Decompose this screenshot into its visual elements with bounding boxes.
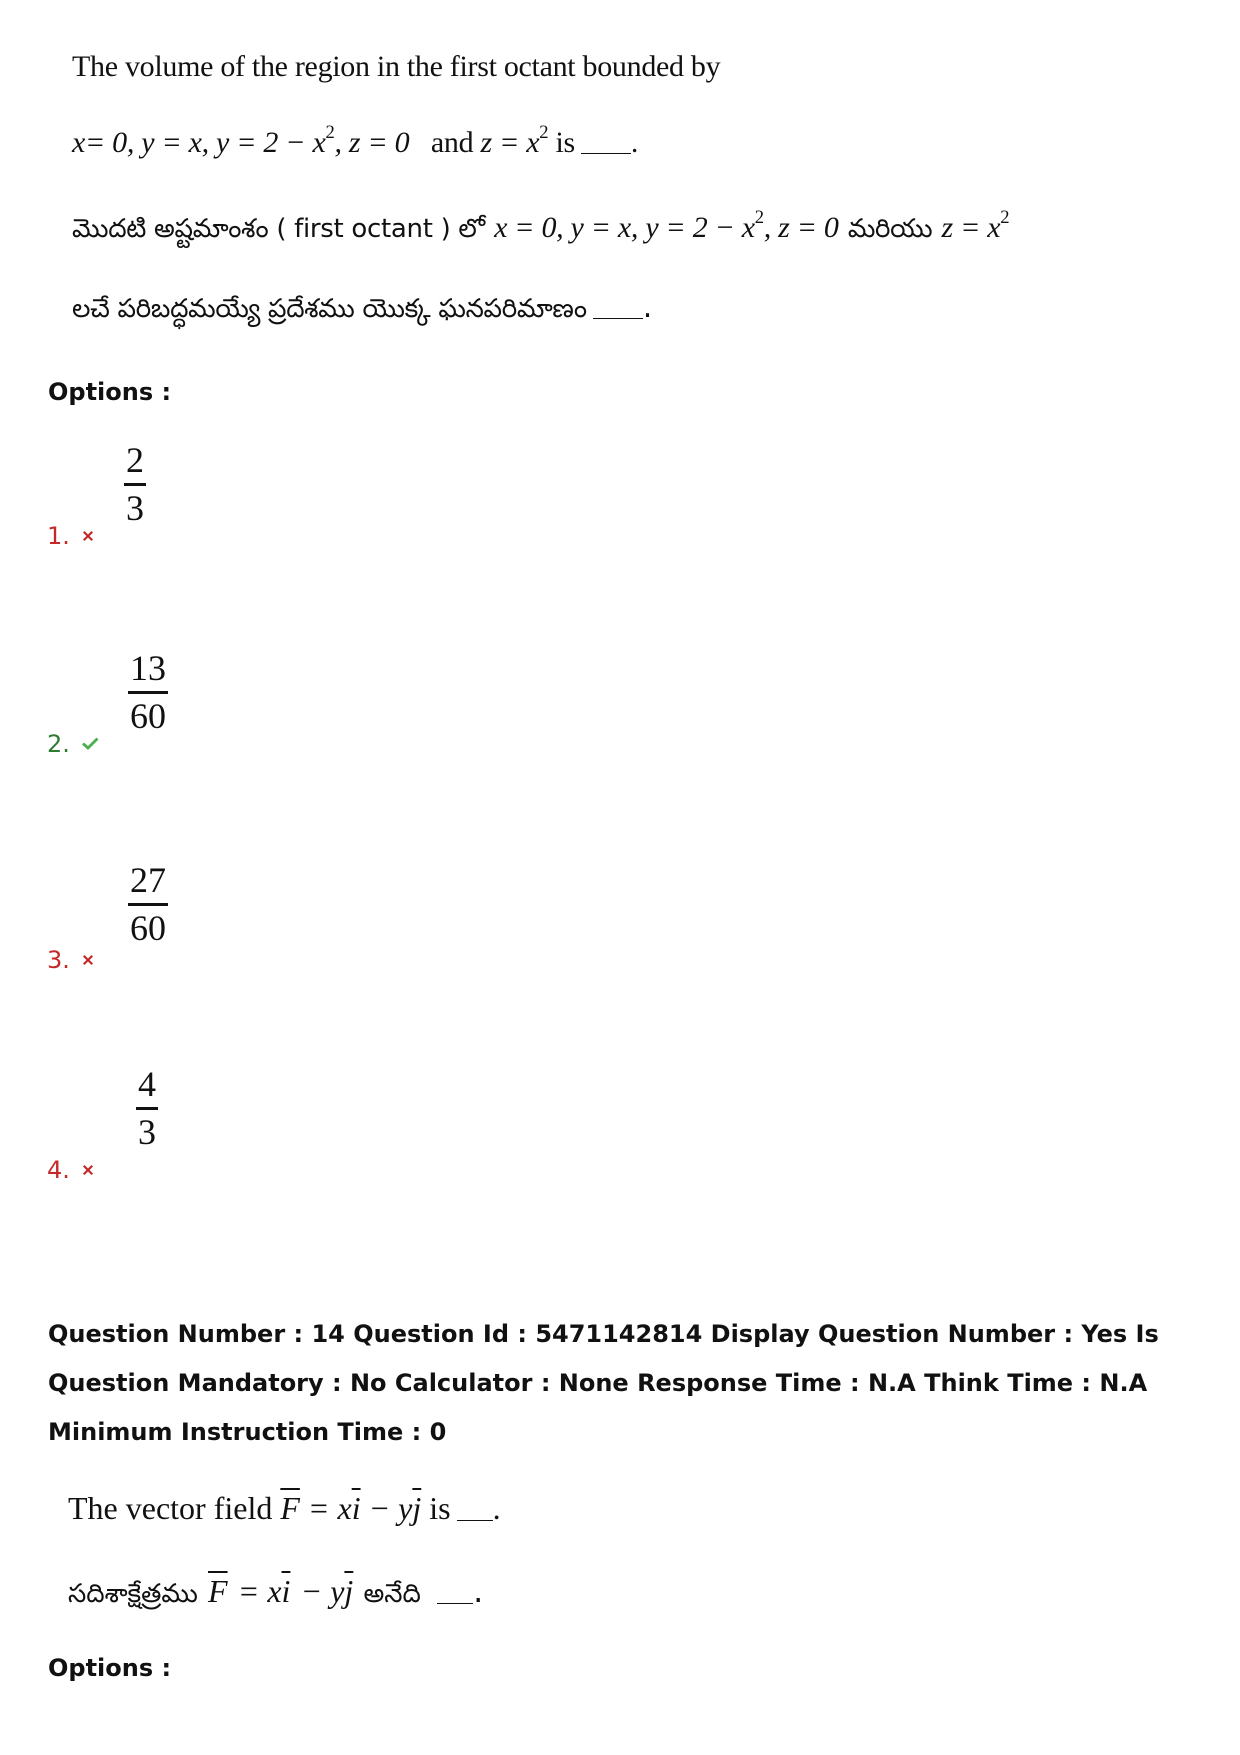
options-heading-14: Options : (48, 1654, 172, 1682)
stem-te-sup-2: 2 (1000, 207, 1010, 229)
unit-i: $\overline{i}$ (281, 1573, 291, 1609)
option-number: 2. (47, 730, 70, 758)
answer-blank (457, 1518, 493, 1521)
option-1-label[interactable] (47, 522, 96, 550)
option-3-fraction (128, 860, 168, 950)
numerator: 2 (126, 440, 144, 480)
stem-text: The volume of the region in the first octant bounded by (72, 50, 721, 83)
eq-z2: z = x (480, 126, 540, 159)
stem-text: The vector field (68, 1490, 273, 1526)
vector-F: $\overline{F}$ (280, 1490, 300, 1526)
option-4-label[interactable] (47, 1156, 96, 1184)
stem-te-suffix: అనేది (363, 1579, 421, 1609)
eq-minus: − y (368, 1490, 413, 1526)
options-heading: Options : (48, 378, 172, 406)
stem-te-z2: z = x (941, 211, 1001, 244)
denominator: 3 (126, 488, 144, 529)
question-14-stem-te: సదిశాక్షేత్రము $\overline{F} = x\overline{i} - y\overline{j}$ అనేది . (68, 1572, 484, 1610)
option-number: 1. (47, 522, 70, 550)
denominator: 3 (138, 1112, 156, 1153)
numerator: 27 (130, 860, 166, 900)
stem-te-sup: 2 (754, 207, 764, 229)
eq-minus: − y (300, 1573, 345, 1609)
unit-j: $\overline{j}$ (344, 1573, 354, 1609)
option-number: 3. (47, 946, 70, 974)
vector-F: $\overline{F}$ (208, 1573, 228, 1609)
stem-te-prefix: సదిశాక్షేత్రము (68, 1579, 198, 1609)
option-1-fraction (124, 440, 146, 530)
option-4-fraction (136, 1064, 158, 1154)
cross-icon (80, 952, 96, 968)
unit-j: $\overline{j}$ (412, 1490, 422, 1526)
unit-i: $\overline{i}$ (351, 1490, 361, 1526)
eq-is: is (429, 1490, 451, 1526)
numerator: 4 (138, 1064, 156, 1104)
eq-z0: , z = 0 (334, 126, 410, 159)
answer-blank-te (593, 316, 643, 319)
eq-rest: = 0, y = x, y = 2 − x (85, 126, 326, 159)
eq-part: = x (237, 1573, 282, 1609)
question-13-stem-en (72, 50, 720, 84)
denominator: 60 (130, 696, 166, 737)
answer-blank-te (437, 1601, 473, 1604)
question-13-equation-en: x= 0, y = x, $y = 2 - x^2$, z = 0 and $z = x^2$ is . (72, 122, 639, 159)
eq-x: x (72, 126, 86, 159)
stem-te-text: మొదటి అష్టమాంశం ( first octant ) లో (72, 214, 485, 244)
question-13-stem-te-line2: లచే పరిబద్ధమయ్యే ప్రదేశము యొక్క ఘనపరిమాణం . (72, 290, 653, 325)
check-icon (80, 736, 100, 752)
option-3-label[interactable] (47, 946, 96, 974)
cross-icon (80, 1162, 96, 1178)
stem-te-eq2: , z = 0 (763, 211, 839, 244)
stem-te-mariyu: మరియు (847, 214, 933, 244)
option-2-fraction (128, 648, 168, 738)
eq-and: and (430, 126, 474, 159)
numerator: 13 (130, 648, 166, 688)
eq-part: = x (307, 1490, 352, 1526)
eq-is: is (555, 126, 575, 159)
question-14-metadata: Question Number : 14 Question Id : 5471142814 Display Question Number : Yes Is Question Mandatory : No Calculator : None Response Time : N.A Think Time : N.A Minimum Instruction Time : 0 (48, 1320, 1159, 1446)
option-2-label[interactable] (47, 730, 100, 758)
eq-sup: 2 (325, 122, 335, 144)
answer-blank (581, 151, 631, 154)
cross-icon (80, 528, 96, 544)
stem-te-line2: లచే పరిబద్ధమయ్యే ప్రదేశము యొక్క ఘనపరిమాణం (72, 294, 587, 324)
question-14-stem-en: The vector field $\overline{F} = x\overline{i} - y\overline{j}$ is . (68, 1490, 501, 1526)
denominator: 60 (130, 908, 166, 949)
stem-te-eq: x = 0, y = x, y = 2 − x (494, 211, 755, 244)
eq-sup-2: 2 (539, 122, 549, 144)
question-13-stem-te (72, 207, 1010, 250)
option-number: 4. (47, 1156, 70, 1184)
